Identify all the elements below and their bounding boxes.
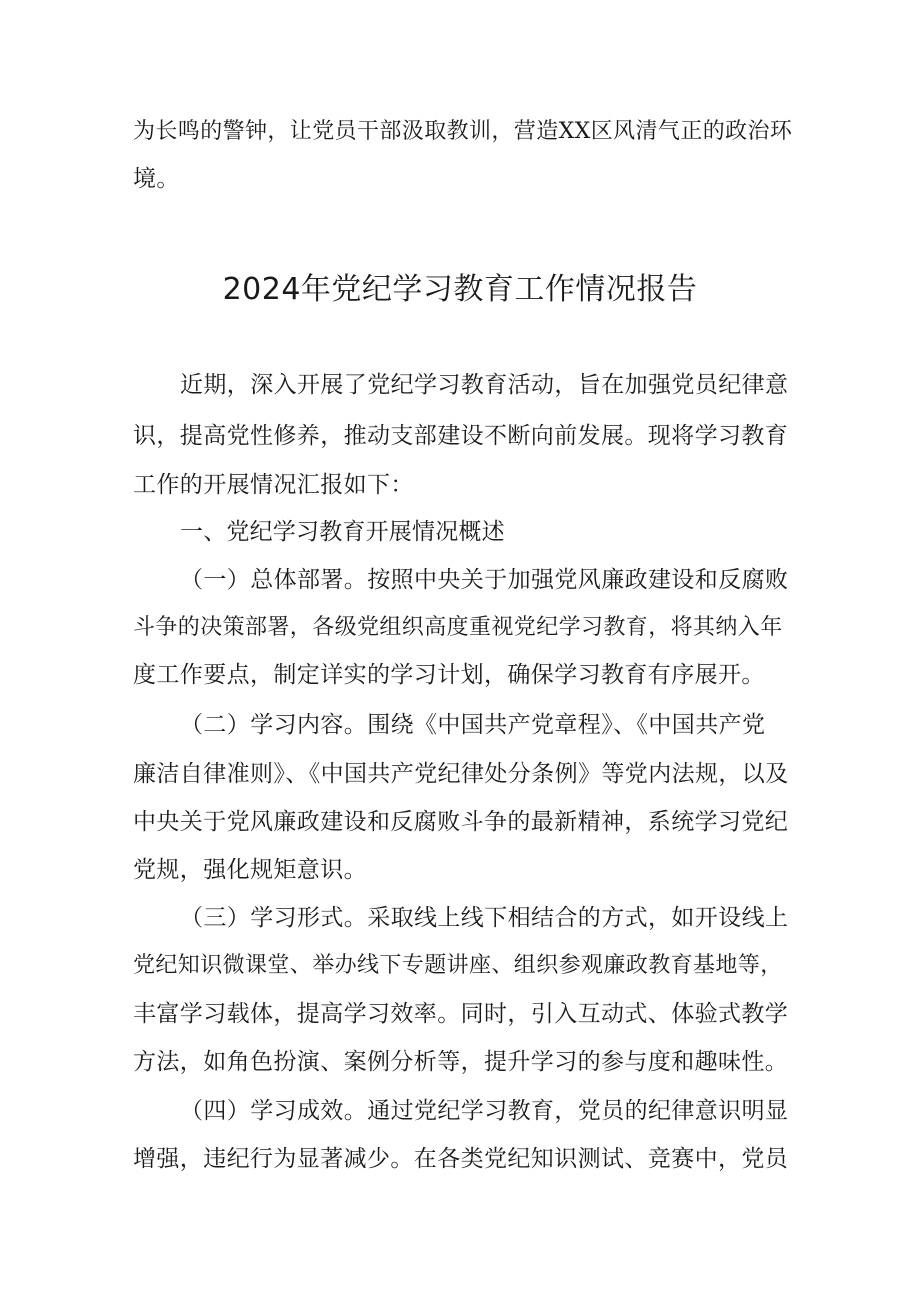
- intro-line: 近期，深入开展了党纪学习教育活动，旨在加强党员纪律意: [180, 372, 789, 398]
- paragraph-line: （一）总体部署。按照中央关于加强党风廉政建设和反腐败: [180, 567, 789, 593]
- paragraph-line: 中央关于党风廉政建设和反腐败斗争的最新精神，系统学习党纪: [133, 809, 789, 835]
- paragraph-line: 方法，如角色扮演、案例分析等，提升学习的参与度和趣味性。: [133, 1049, 789, 1075]
- intro-line: 识，提高党性修养，推动支部建设不断向前发展。现将学习教育: [133, 423, 789, 449]
- carryover-line: 境。: [133, 166, 180, 192]
- paragraph-line: 斗争的决策部署，各级党组织高度重视党纪学习教育，将其纳入年: [133, 615, 783, 640]
- document-title: 2024年党纪学习教育工作情况报告: [222, 272, 698, 307]
- paragraph-line: 党规，强化规矩意识。: [133, 857, 367, 883]
- paragraph-line: 廉洁自律准则》、《中国共产党纪律处分条例》等党内法规，以及: [133, 761, 789, 787]
- paragraph-line: 度工作要点，制定详实的学习计划，确保学习教育有序展开。: [133, 662, 765, 688]
- paragraph-line: 党纪知识微课堂、举办线下专题讲座、组织参观廉政教育基地等，: [133, 953, 783, 978]
- paragraph-line: （四）学习成效。通过党纪学习教育，党员的纪律意识明显: [180, 1098, 789, 1124]
- paragraph-line: 丰富学习载体，提高学习效率。同时，引入互动式、体验式教学: [133, 1001, 789, 1027]
- paragraph-line: （二）学习内容。围绕《中国共产党章程》、《中国共产党: [180, 712, 766, 738]
- paragraph-line: 增强，违纪行为显著减少。在各类党纪知识测试、竞赛中，党员: [133, 1146, 789, 1172]
- section-heading: 一、党纪学习教育开展情况概述: [180, 519, 505, 545]
- intro-line: 工作的开展情况汇报如下：: [133, 472, 414, 498]
- paragraph-line: （三）学习形式。采取线上线下相结合的方式，如开设线上: [180, 905, 789, 931]
- carryover-line: 为长鸣的警钟，让党员干部汲取教训，营造XX区风清气正的政治环: [133, 119, 793, 144]
